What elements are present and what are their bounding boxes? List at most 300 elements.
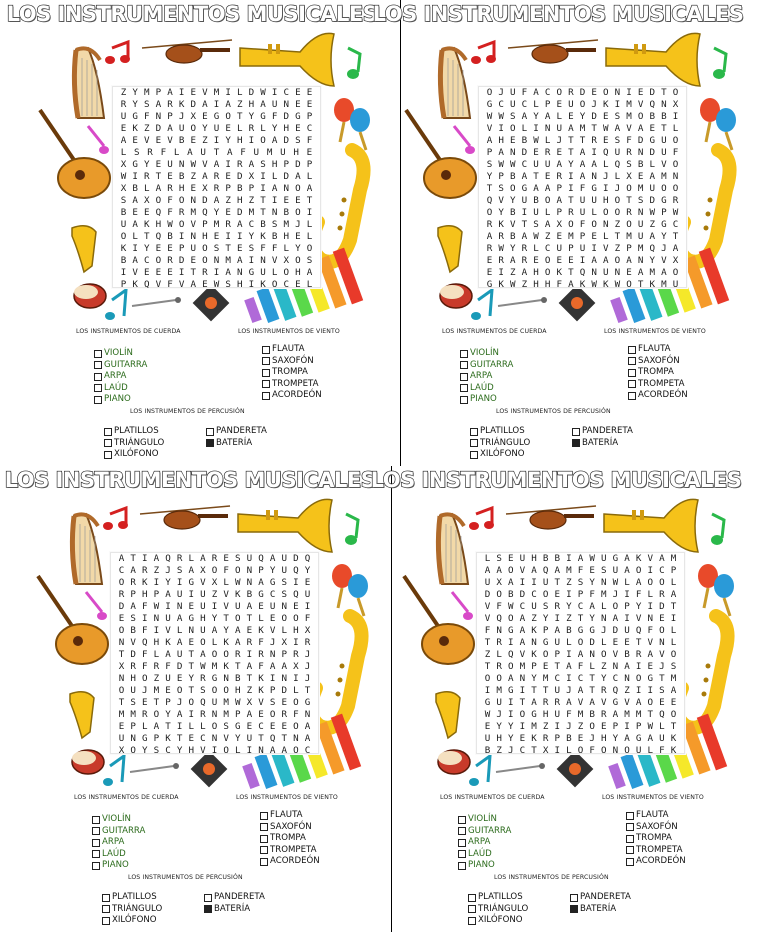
checkbox[interactable] <box>262 369 270 377</box>
word-label: PLATILLOS <box>478 892 523 902</box>
word-list-item <box>94 360 147 372</box>
word-search-grid <box>112 86 321 288</box>
checkbox[interactable] <box>204 894 212 902</box>
grid-row: O B F I V L N U A Y A E K V L H X <box>118 625 311 636</box>
checkbox[interactable] <box>468 905 476 913</box>
grid-row: W J I O G H U F M B R A M M T Q O <box>484 709 677 720</box>
grid-row: E I Z A H O K T Q N U N E A M A O <box>486 267 679 278</box>
grid-row: F N G A K P A B G G J D U Q F O L <box>484 625 677 636</box>
horn-icon <box>436 692 460 738</box>
grid-row: E Y Y I M Z I J Z O E P I P W L T <box>484 721 677 732</box>
heading-percusion: LOS INSTRUMENTOS DE PERCUSIÓN <box>496 408 611 415</box>
word-list-item <box>626 845 682 857</box>
word-list-item <box>262 344 305 356</box>
grid-row: R K V T S A X O F O N Z O U Z G C <box>486 219 679 230</box>
triangle-beater-icon <box>498 297 547 306</box>
word-list-item <box>458 860 495 872</box>
checkbox[interactable] <box>102 905 110 913</box>
checkbox[interactable] <box>102 917 110 925</box>
grid-row: W W S A Y A L E Y D E S M O B B I <box>486 111 679 122</box>
checkbox[interactable] <box>460 384 468 392</box>
blue-music-note-icon <box>469 756 490 786</box>
word-list-item <box>460 383 494 395</box>
checkbox[interactable] <box>206 439 214 447</box>
word-label: TRIÁNGULO <box>114 437 165 448</box>
grid-row: B Z J C T X I L O F O N O U L F K <box>484 745 677 756</box>
grid-row: U H Y E K R P B E J H Y A G A U K <box>484 733 677 744</box>
word-list-item <box>468 904 528 916</box>
word-list-item <box>470 438 530 450</box>
word-label: SAXOFÓN <box>638 355 680 366</box>
word-label: LAÚD <box>468 848 492 859</box>
word-list-item <box>470 449 525 461</box>
grid-row: A T I A Q R L A R E S U Q A U D Q <box>118 553 311 564</box>
grid-row: X G Y E U N W V A I R A S H P D P <box>120 159 313 170</box>
trumpet-icon <box>240 33 334 86</box>
checkbox[interactable] <box>626 823 634 831</box>
word-label: TRIÁNGULO <box>478 903 529 914</box>
checkbox[interactable] <box>470 451 478 459</box>
grid-row: V F W C U S R Y C A L O P Y I D T <box>484 601 677 612</box>
word-list-item <box>260 822 312 834</box>
word-label: TROMPA <box>270 833 306 843</box>
grid-row: O J U F A C O R D E O N I E D T O <box>486 87 679 98</box>
word-label: TROMPA <box>272 367 308 377</box>
word-list-item <box>626 822 678 834</box>
grid-row: S W W C U U A Y A A L Q S B L V O <box>486 159 679 170</box>
drum-icon <box>438 750 470 774</box>
checkbox[interactable] <box>626 812 634 820</box>
checkbox[interactable] <box>94 361 102 369</box>
grid-row: R P H P A U I U Z V K B G C S Q U <box>118 589 311 600</box>
word-label: PLATILLOS <box>112 892 157 902</box>
word-label: PANDERETA <box>216 426 267 436</box>
word-list-item <box>92 837 124 849</box>
grid-row: D O B D C O E I P F M J I F L R A <box>484 589 677 600</box>
grid-row: B A C O R D E O N M A I N V X O S <box>120 255 313 266</box>
checkbox[interactable] <box>94 396 102 404</box>
word-label: VIOLÍN <box>104 348 133 358</box>
checkbox[interactable] <box>460 350 468 358</box>
word-list-item <box>102 904 162 916</box>
checkbox[interactable] <box>102 894 110 902</box>
word-list-item <box>92 849 126 861</box>
grid-row: L S R F L A U T A F U M U H E <box>120 147 313 158</box>
checkbox[interactable] <box>458 816 466 824</box>
checkbox[interactable] <box>572 428 580 436</box>
word-label: ARPA <box>104 371 127 381</box>
word-list-item <box>94 394 131 406</box>
heading-cuerda: LOS INSTRUMENTOS DE CUERDA <box>442 328 547 335</box>
grid-row: Z L Q V K O P I A N O V B R A V O <box>484 649 677 660</box>
word-label: XILÓFONO <box>478 915 523 925</box>
blue-music-note-icon <box>471 290 492 320</box>
word-label: XILÓFONO <box>480 449 525 459</box>
word-label: GUITARRA <box>470 359 514 370</box>
checkbox[interactable] <box>570 894 578 902</box>
word-label: PIANO <box>468 860 495 870</box>
heading-cuerda: LOS INSTRUMENTOS DE CUERDA <box>440 794 545 801</box>
triangle-beater-icon <box>132 297 181 306</box>
word-label: TROMPETA <box>270 844 317 855</box>
checkbox[interactable] <box>458 827 466 835</box>
grid-row: O O A N Y M C I C T Y C N O G T M <box>484 673 677 684</box>
grid-row: A A O V A Q A M F E S U A O I C P <box>484 565 677 576</box>
grid-row: B E E Q F R M Q Y E D M T N B O I <box>120 207 313 218</box>
word-list-item <box>94 371 126 383</box>
drum-icon <box>72 750 104 774</box>
grid-row: U G F N P J X E G O T Y G F D G P <box>120 111 313 122</box>
word-list-item <box>206 438 252 450</box>
checkbox[interactable] <box>206 428 214 436</box>
word-list-item <box>458 849 492 861</box>
checkbox[interactable] <box>92 850 100 858</box>
checkbox[interactable] <box>628 346 636 354</box>
checkbox[interactable] <box>626 858 634 866</box>
word-search-grid <box>478 86 687 288</box>
horn-icon <box>72 226 96 272</box>
grid-row: V I O L I N U A M T W A V A E T L <box>486 123 679 134</box>
checkbox[interactable] <box>94 384 102 392</box>
grid-row: T S E T P J O Q U M W X V S E O G <box>118 697 311 708</box>
checkbox[interactable] <box>628 392 636 400</box>
word-label: SAXOFÓN <box>270 821 312 832</box>
guitar-icon <box>404 576 474 664</box>
worksheet <box>366 0 750 466</box>
word-label: VIOLÍN <box>468 814 497 824</box>
grid-row: R Y S A R K D A I A Z H A U N E E <box>120 99 313 110</box>
word-search-grid <box>110 552 319 754</box>
word-label: XILÓFONO <box>114 449 159 459</box>
word-list-item <box>104 449 159 461</box>
red-music-note-icon <box>471 42 496 64</box>
drum-icon <box>440 284 472 308</box>
word-list-item <box>262 367 308 379</box>
checkbox[interactable] <box>628 369 636 377</box>
grid-row: A R B A W Z E M P E L T M U A Y T <box>486 231 679 242</box>
word-list-item <box>260 810 303 822</box>
grid-row: X B L A R H E X R P B P I A N O A <box>120 183 313 194</box>
grid-row: T S O G A A P I F G I J O M U O O <box>486 183 679 194</box>
word-label: TROMPETA <box>636 844 683 855</box>
checkbox[interactable] <box>262 392 270 400</box>
checkbox[interactable] <box>92 816 100 824</box>
word-list-item <box>458 826 511 838</box>
word-label: PIANO <box>102 860 129 870</box>
checkbox[interactable] <box>260 846 268 854</box>
trumpet-icon <box>238 499 332 552</box>
checkbox[interactable] <box>572 439 580 447</box>
violin-icon <box>506 506 596 529</box>
word-label: FLAUTA <box>638 344 671 354</box>
word-list-item <box>92 826 145 838</box>
word-label: SAXOFÓN <box>636 821 678 832</box>
word-list-item <box>262 356 314 368</box>
grid-row: R W Y R L C U P U I V Z P M Q J A <box>486 243 679 254</box>
checkbox[interactable] <box>262 380 270 388</box>
checkbox[interactable] <box>626 835 634 843</box>
heading-viento: LOS INSTRUMENTOS DE VIENTO <box>236 794 338 801</box>
word-list-item <box>460 394 497 406</box>
page-title: LOS INSTRUMENTOS MUSICALES <box>372 2 744 26</box>
word-label: FLAUTA <box>636 810 669 820</box>
checkbox[interactable] <box>260 812 268 820</box>
checkbox[interactable] <box>470 428 478 436</box>
word-label: GUITARRA <box>104 359 148 370</box>
checkbox[interactable] <box>104 451 112 459</box>
heading-viento: LOS INSTRUMENTOS DE VIENTO <box>604 328 706 335</box>
word-list-item <box>204 892 265 904</box>
green-music-note-icon <box>711 514 724 545</box>
drum-icon <box>74 284 106 308</box>
word-list-item <box>206 426 267 438</box>
heading-percusion: LOS INSTRUMENTOS DE PERCUSIÓN <box>494 874 609 881</box>
grid-row: Q V Y U B O A T U U H O T S D G R <box>486 195 679 206</box>
checkbox[interactable] <box>570 905 578 913</box>
trumpet-icon <box>606 33 700 86</box>
word-label: PANDERETA <box>214 892 265 902</box>
word-label: ARPA <box>102 837 125 847</box>
word-label: LAÚD <box>102 848 126 859</box>
word-list-item <box>94 383 128 395</box>
checkbox[interactable] <box>628 380 636 388</box>
grid-row: S A X O F O N D A Z H Z T I E E T <box>120 195 313 206</box>
word-list-item <box>626 856 686 868</box>
grid-row: A E V E V B E Z I Y H I O A D S F <box>120 135 313 146</box>
pink-music-note-icon <box>454 126 475 154</box>
word-list-item <box>102 892 157 904</box>
harp-icon <box>439 48 470 118</box>
checkbox[interactable] <box>458 862 466 870</box>
word-label: ACORDEÓN <box>272 390 322 400</box>
word-list-item <box>628 367 674 379</box>
word-list-item <box>570 904 616 916</box>
violin-icon <box>140 506 230 529</box>
checkbox[interactable] <box>104 428 112 436</box>
word-list-item <box>460 371 492 383</box>
checkbox[interactable] <box>628 357 636 365</box>
grid-row: O U J M E O T S O O H Z K P D L T <box>118 685 311 696</box>
checkbox[interactable] <box>468 894 476 902</box>
triangle-beater-icon <box>496 763 545 772</box>
checkbox[interactable] <box>262 357 270 365</box>
word-label: PIANO <box>104 394 131 404</box>
grid-row: L S E U H B B I A W U G A K V A M <box>484 553 677 564</box>
grid-row: K I Y E E P U O S T E S F F L Y O <box>120 243 313 254</box>
word-label: BATERÍA <box>216 437 253 448</box>
word-list-item <box>626 810 669 822</box>
word-list-item <box>628 379 684 391</box>
guitar-icon <box>406 110 476 198</box>
word-label: TRIÁNGULO <box>480 437 531 448</box>
grid-row: X R F R F D T W M K T A F A A X J <box>118 661 311 672</box>
word-list-item <box>468 915 523 927</box>
word-label: VIOLÍN <box>102 814 131 824</box>
word-list-item <box>628 344 671 356</box>
word-list-item <box>104 426 159 438</box>
word-label: FLAUTA <box>270 810 303 820</box>
maracas-icon <box>334 98 370 150</box>
harp-icon <box>437 514 468 584</box>
word-search-grid <box>476 552 685 754</box>
word-list-item <box>458 814 497 826</box>
word-list-item <box>468 892 523 904</box>
word-list-item <box>460 360 513 372</box>
word-label: VIOLÍN <box>470 348 499 358</box>
word-list-item <box>572 426 633 438</box>
word-list-item <box>626 833 672 845</box>
word-label: TROMPA <box>636 833 672 843</box>
grid-row: T R O M P E T A F L Z N A I E J S <box>484 661 677 672</box>
grid-row: Y P B A T E R I A N J L X E A M N <box>486 171 679 182</box>
green-music-note-icon <box>345 514 358 545</box>
heading-viento: LOS INSTRUMENTOS DE VIENTO <box>602 794 704 801</box>
checkbox[interactable] <box>92 862 100 870</box>
green-music-note-icon <box>347 48 360 79</box>
red-music-note-icon <box>469 508 494 530</box>
grid-row: P A N D E R E T A I Q U R N D U F <box>486 147 679 158</box>
word-list-item <box>102 915 157 927</box>
grid-row: E K Z D A U O Y U E L R L Y H E C <box>120 123 313 134</box>
word-list-item <box>628 390 688 402</box>
word-list-item <box>260 856 320 868</box>
blue-music-note-icon <box>105 290 126 320</box>
heading-viento: LOS INSTRUMENTOS DE VIENTO <box>238 328 340 335</box>
grid-row: I M G I T T U J A T R Q Z I I S A <box>484 685 677 696</box>
checkbox[interactable] <box>92 839 100 847</box>
harp-icon <box>73 48 104 118</box>
heading-cuerda: LOS INSTRUMENTOS DE CUERDA <box>74 794 179 801</box>
worksheet <box>0 0 384 466</box>
word-label: LAÚD <box>470 382 494 393</box>
maracas-icon <box>332 564 368 616</box>
word-label: PANDERETA <box>582 426 633 436</box>
grid-row: U A K H W O V P M R A C B S M J L <box>120 219 313 230</box>
word-label: PANDERETA <box>580 892 631 902</box>
grid-row: I V E E E I T R I A N G U L O H A <box>120 267 313 278</box>
word-label: ACORDEÓN <box>636 856 686 866</box>
grid-row: C A R Z J S A X O F O N P Y U Q Y <box>118 565 311 576</box>
page-title: LOS INSTRUMENTOS MUSICALES <box>370 468 742 492</box>
word-list-item <box>572 438 618 450</box>
grid-row: O L T Q B I N H E I I Y K B H E L <box>120 231 313 242</box>
trumpet-icon <box>604 499 698 552</box>
checkbox[interactable] <box>468 917 476 925</box>
guitar-icon <box>38 576 108 664</box>
checkbox[interactable] <box>458 850 466 858</box>
worksheet <box>364 466 748 932</box>
grid-row: P K Q V F V A E W S H I K O C E L <box>120 279 313 290</box>
checkbox[interactable] <box>460 373 468 381</box>
word-label: TRIÁNGULO <box>112 903 163 914</box>
word-label: ACORDEÓN <box>638 390 688 400</box>
word-label: XILÓFONO <box>112 915 157 925</box>
checkbox[interactable] <box>460 361 468 369</box>
grid-row: Z Y M P A I E V M I L D W I C E E <box>120 87 313 98</box>
guitar-icon <box>40 110 110 198</box>
checkbox[interactable] <box>260 823 268 831</box>
checkbox[interactable] <box>470 439 478 447</box>
word-label: SAXOFÓN <box>272 355 314 366</box>
red-music-note-icon <box>103 508 128 530</box>
harp-icon <box>71 514 102 584</box>
word-list-item <box>262 390 322 402</box>
word-list-item <box>260 845 316 857</box>
word-label: GUITARRA <box>102 825 146 836</box>
word-label: BATERÍA <box>214 903 251 914</box>
word-list-item <box>460 348 499 360</box>
checkbox[interactable] <box>104 439 112 447</box>
checkbox[interactable] <box>458 839 466 847</box>
checkbox[interactable] <box>260 835 268 843</box>
page-title: LOS INSTRUMENTOS MUSICALES <box>4 468 376 492</box>
checkbox[interactable] <box>92 827 100 835</box>
word-label: BATERÍA <box>580 903 617 914</box>
maracas-icon <box>698 564 734 616</box>
word-list-item <box>94 348 133 360</box>
word-label: FLAUTA <box>272 344 305 354</box>
green-music-note-icon <box>713 48 726 79</box>
checkbox[interactable] <box>94 350 102 358</box>
word-label: LAÚD <box>104 382 128 393</box>
heading-percusion: LOS INSTRUMENTOS DE PERCUSIÓN <box>130 408 245 415</box>
grid-row: E R A R E O E E I A A O A N Y V X <box>486 255 679 266</box>
checkbox[interactable] <box>260 858 268 866</box>
word-list-item <box>628 356 680 368</box>
word-list-item <box>260 833 306 845</box>
checkbox[interactable] <box>94 373 102 381</box>
word-list-item <box>204 904 250 916</box>
grid-row: G K W Z H H F A K W K W O T K M U <box>486 279 679 290</box>
word-label: BATERÍA <box>582 437 619 448</box>
word-list-item <box>104 438 164 450</box>
word-label: TROMPETA <box>638 378 685 389</box>
heading-cuerda: LOS INSTRUMENTOS DE CUERDA <box>76 328 181 335</box>
grid-row: G U I T A R R A V A V G V A O E E <box>484 697 677 708</box>
word-label: ACORDEÓN <box>270 856 320 866</box>
grid-row: E P L A T I L L O S G E C E E O A <box>118 721 311 732</box>
checkbox[interactable] <box>626 846 634 854</box>
grid-row: T R I A N G U L O D L E E T V N L <box>484 637 677 648</box>
horn-icon <box>438 226 462 272</box>
word-list-item <box>470 426 525 438</box>
grid-row: A H E B W L J T T R E S F D G U O <box>486 135 679 146</box>
grid-row: M M R O Y A I R N M P A E O R F N <box>118 709 311 720</box>
page-title: LOS INSTRUMENTOS MUSICALES <box>6 2 378 26</box>
pink-music-note-icon <box>88 126 109 154</box>
grid-row: D A F W I N E U I V U A E U N E I <box>118 601 311 612</box>
word-label: TROMPA <box>638 367 674 377</box>
grid-row: E S I N U A G H Y T O T L E O O F <box>118 613 311 624</box>
checkbox[interactable] <box>204 905 212 913</box>
heading-percusion: LOS INSTRUMENTOS DE PERCUSIÓN <box>128 874 243 881</box>
grid-row: N H O Z U E Y R G N B T K I N I J <box>118 673 311 684</box>
word-label: PIANO <box>470 394 497 404</box>
word-label: ARPA <box>470 371 493 381</box>
maracas-icon <box>700 98 736 150</box>
violin-icon <box>142 40 232 63</box>
grid-row: G C U C L P E U O J K I M V Q N X <box>486 99 679 110</box>
word-list-item <box>92 814 131 826</box>
checkbox[interactable] <box>262 346 270 354</box>
word-label: GUITARRA <box>468 825 512 836</box>
checkbox[interactable] <box>460 396 468 404</box>
grid-row: V Q O A Z Y I Z T Y N A I V N E I <box>484 613 677 624</box>
worksheet <box>0 466 382 932</box>
pink-music-note-icon <box>86 592 107 620</box>
word-label: TROMPETA <box>272 378 319 389</box>
grid-row: U X A I I U T Z S Y N W L A O O L <box>484 577 677 588</box>
